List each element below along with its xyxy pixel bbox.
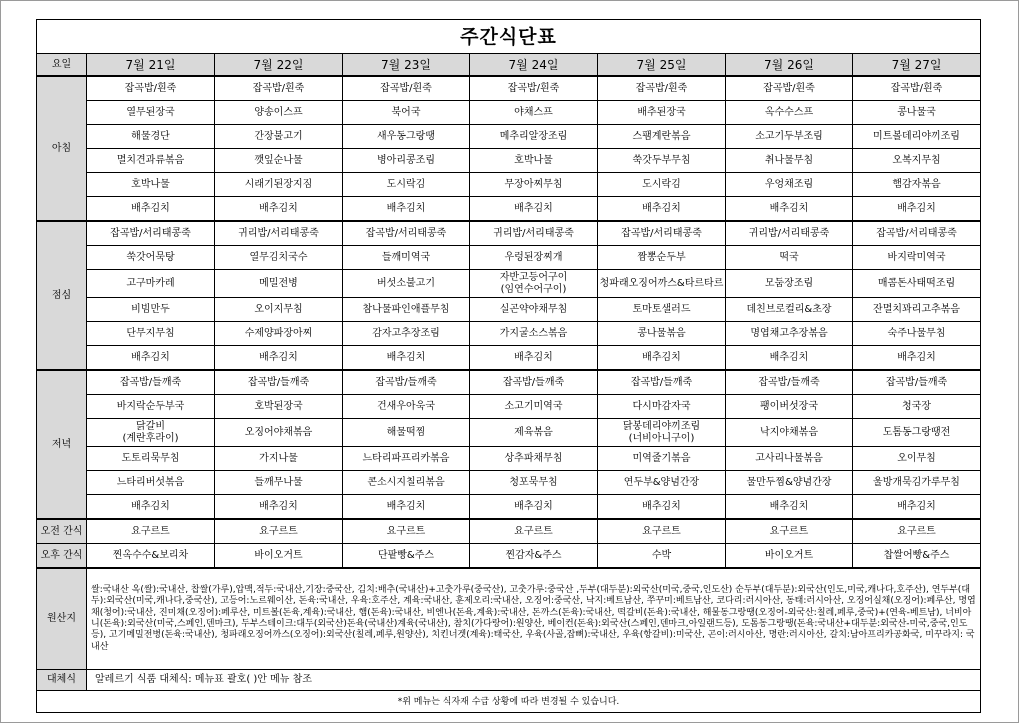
menu-item: 감자고추장조림 [343,322,470,346]
menu-item: 제육볶음 [470,419,598,447]
menu-item: 배추김치 [853,495,981,520]
snack-item: 요구르트 [87,519,215,544]
menu-item: 해물떡찜 [343,419,470,447]
lunch-row [37,270,981,298]
menu-item: 도시락김 [598,173,726,197]
menu-item: 실곤약야채무침 [470,298,598,322]
lunch-row [37,246,981,270]
menu-item: 소고기미역국 [470,395,598,419]
menu-item: 느타리파프리카볶음 [343,447,470,471]
menu-item: 오이무침 [853,447,981,471]
menu-item: 단무지무침 [87,322,215,346]
substitute-text: 알레르기 식품 대체식: 메뉴표 괄호( )안 메뉴 참조 [87,670,981,691]
menu-item: 참나물파인애플무침 [343,298,470,322]
menu-item: 잡곡밥/흰죽 [470,76,598,101]
menu-item: 닭갈비 (계란후라이) [87,419,215,447]
snack-item: 찹쌀어빵&주스 [853,544,981,569]
menu-item: 가지굴소스볶음 [470,322,598,346]
menu-item: 배추김치 [853,197,981,222]
menu-item: 취나물무침 [726,149,853,173]
dinner-row [37,419,981,447]
menu-item: 배추김치 [87,197,215,222]
menu-item: 메밀전병 [215,270,343,298]
menu-item: 자반고등어구이 (임연수어구이) [470,270,598,298]
menu-item: 바지락순두부국 [87,395,215,419]
menu-item: 잡곡밥/서리태콩죽 [853,221,981,246]
menu-item: 잡곡밥/들깨죽 [215,370,343,395]
menu-item: 멸치견과류볶음 [87,149,215,173]
menu-item: 배추김치 [853,346,981,371]
menu-item: 청파래오징어까스&타르타르 [598,270,726,298]
menu-item: 열무된장국 [87,101,215,125]
menu-item: 잡곡밥/들깨죽 [598,370,726,395]
menu-item: 소고기두부조림 [726,125,853,149]
menu-item: 울방개묵김가루무침 [853,471,981,495]
menu-item: 호박나물 [470,149,598,173]
dinner-row [37,395,981,419]
menu-item: 시래기된장지짐 [215,173,343,197]
menu-item: 낙지야채볶음 [726,419,853,447]
menu-item: 오복지무침 [853,149,981,173]
menu-item: 콘소시지칠리볶음 [343,471,470,495]
menu-item: 닭봉데리야끼조림 (너비아니구이) [598,419,726,447]
menu-item: 잡곡밥/들깨죽 [470,370,598,395]
menu-item: 잡곡밥/들깨죽 [853,370,981,395]
am_snack-label: 오전 간식 [37,519,87,544]
menu-item: 고구마카레 [87,270,215,298]
date-header: 7월 24일 [470,54,598,77]
menu-item: 콩나물볶음 [598,322,726,346]
menu-item: 도시락김 [343,173,470,197]
origin-label: 원산지 [37,568,87,670]
menu-item: 배추김치 [598,346,726,371]
menu-item: 느타리버섯볶음 [87,471,215,495]
menu-item: 쑥갓두부무침 [598,149,726,173]
snack-item: 요구르트 [726,519,853,544]
menu-item: 배추김치 [87,495,215,520]
menu-item: 모둠장조림 [726,270,853,298]
dinner-row [37,447,981,471]
menu-item: 배추김치 [726,197,853,222]
menu-item: 버섯소불고기 [343,270,470,298]
menu-item: 배추김치 [726,346,853,371]
menu-item: 잡곡밥/서리태콩죽 [343,221,470,246]
menu-item: 우엉채조림 [726,173,853,197]
day-label: 요일 [37,54,87,77]
pm_snack-row [37,544,981,569]
menu-item: 도톰동그랑땡전 [853,419,981,447]
menu-item: 연두부&양념간장 [598,471,726,495]
menu-item: 양송이스프 [215,101,343,125]
menu-item: 메추리알장조림 [470,125,598,149]
menu-item: 배추김치 [726,495,853,520]
lunch-row [37,346,981,371]
date-header: 7월 27일 [853,54,981,77]
menu-item: 배추김치 [215,495,343,520]
snack-item: 단팥빵&주스 [343,544,470,569]
menu-item: 명엽채고추장볶음 [726,322,853,346]
menu-item: 귀리밥/서리태콩죽 [726,221,853,246]
menu-item: 깻잎순나물 [215,149,343,173]
dinner-row [37,370,981,395]
menu-item: 청포묵무침 [470,471,598,495]
menu-item: 미트볼데리야끼조림 [853,125,981,149]
menu-item: 잔멸치꽈리고추볶음 [853,298,981,322]
menu-item: 배추김치 [343,346,470,371]
menu-item: 콩나물국 [853,101,981,125]
menu-item: 다시마감자국 [598,395,726,419]
menu-item: 무장아찌무침 [470,173,598,197]
menu-item: 건새우아욱국 [343,395,470,419]
menu-item: 수제양파장아찌 [215,322,343,346]
menu-item: 상추파채무침 [470,447,598,471]
dinner-row [37,471,981,495]
snack-item: 수박 [598,544,726,569]
menu-item: 잡곡밥/흰죽 [853,76,981,101]
menu-item: 잡곡밥/흰죽 [726,76,853,101]
substitute-label: 대체식 [37,670,87,691]
snack-item: 요구르트 [343,519,470,544]
dinner-label: 저녁 [37,370,87,519]
menu-item: 배추김치 [598,197,726,222]
lunch-row [37,221,981,246]
menu-item: 배추김치 [470,197,598,222]
menu-item: 쑥갓어묵탕 [87,246,215,270]
menu-item: 데친브로컬리&초장 [726,298,853,322]
menu-item: 배추김치 [470,346,598,371]
snack-item: 찐감자&주스 [470,544,598,569]
menu-item: 도토리묵무침 [87,447,215,471]
menu-item: 배추된장국 [598,101,726,125]
menu-item: 배추김치 [87,346,215,371]
breakfast-row [37,197,981,222]
menu-item: 고사리나물볶음 [726,447,853,471]
menu-item: 짬뽕순두부 [598,246,726,270]
menu-item: 병아리콩조림 [343,149,470,173]
menu-item: 귀리밥/서리태콩죽 [470,221,598,246]
snack-item: 바이오거트 [726,544,853,569]
menu-item: 가지나물 [215,447,343,471]
date-header: 7월 26일 [726,54,853,77]
snack-item: 요구르트 [470,519,598,544]
lunch-row [37,322,981,346]
breakfast-row [37,125,981,149]
breakfast-label: 아침 [37,76,87,221]
page-title: 주간식단표 [37,20,981,54]
snack-item: 요구르트 [853,519,981,544]
lunch-row [37,298,981,322]
footnote: *위 메뉴는 식자재 수급 상황에 따라 변경될 수 있습니다. [37,691,981,713]
menu-item: 잡곡밥/흰죽 [215,76,343,101]
menu-item: 야채스프 [470,101,598,125]
menu-item: 해물경단 [87,125,215,149]
menu-item: 햄감자볶음 [853,173,981,197]
snack-item: 요구르트 [598,519,726,544]
breakfast-row [37,76,981,101]
menu-item: 배추김치 [470,495,598,520]
snack-item: 찐옥수수&보리차 [87,544,215,569]
menu-item: 비빔만두 [87,298,215,322]
menu-item: 미역줄기볶음 [598,447,726,471]
origin-text: 쌀:국내산 옥(쌀):국내산, 찹쌀(가루),압맥,적두:국내산,기장:중국산, 김치:배추(국내산)+고춧가루(중국산), 고춧가루:중국산 ,두부(대두분):외국산(미국,중국,인도산) 순두부(대두분):외국산(인도,미국,캐나다,호주산), 연두부(대두):외국산(미국,캐나다,중국산), 고등어:노르웨이산, 돈육:국내산, 우육:호주산, 계육:국내산, 훈제오리:국내산, 오징어:중국산, 낙지:베트남산, 쭈꾸미:베트남산, 코다리:러시아산, 동태:러시아산, 오징어실채(오징어):페루산, 명엽채(청어):국내산, 진미채(오징어):페루산, 미트볼(돈육,계육):국내산, 햄(돈육):국내산, 비엔나(돈육,계육):국내산, 돈까스(돈육):국내산, 떡갈비(돈육):국내산, 해물동그랑땡(오징어-외국산:칠레,페루,중국)+(연육-베트남), 너비아니(돈육):외국산(미국,스페인,덴마크), 두부스테이크:대두(외국산)돈육(국내산)계육(국내산), 참치(가다랑어):원양산, 베이컨(돈육):외국산(스페인,덴마크,아일랜드등), 도톰동그랑땡(돈육:국내산+대두분:외국산-미국,중국,인도등), 고기메밀전병(돈육:국내산), 청파래오징어까스(오징어):외국산(칠레,페루,원양산), 치킨너겟(계육):태국산, 우육(사골,잡뼈):국내산, 우육(항갈비):미국산, 곤이:러시아산, 명란:러시아산, 갈치:남아프리카공화국, 미꾸라지: 국내산 [87,568,981,670]
menu-item: 간장불고기 [215,125,343,149]
menu-item: 들깨무나물 [215,471,343,495]
menu-item: 배추김치 [343,197,470,222]
menu-item: 호박된장국 [215,395,343,419]
menu-item: 청국장 [853,395,981,419]
menu-item: 토마토샐러드 [598,298,726,322]
menu-item: 귀리밥/서리태콩죽 [215,221,343,246]
menu-item: 잡곡밥/들깨죽 [343,370,470,395]
menu-item: 우렁된장찌개 [470,246,598,270]
menu-item: 바지락미역국 [853,246,981,270]
weekly-menu-table [36,19,981,713]
menu-item: 잡곡밥/서리태콩죽 [87,221,215,246]
menu-item: 들깨미역국 [343,246,470,270]
menu-item: 매콤돈사태떡조림 [853,270,981,298]
menu-item: 떡국 [726,246,853,270]
menu-item: 팽이버섯장국 [726,395,853,419]
menu-item: 잡곡밥/흰죽 [343,76,470,101]
menu-item: 북어국 [343,101,470,125]
pm_snack-label: 오후 간식 [37,544,87,569]
menu-item: 호박나물 [87,173,215,197]
menu-item: 잡곡밥/흰죽 [87,76,215,101]
am_snack-row [37,519,981,544]
menu-item: 배추김치 [343,495,470,520]
date-header: 7월 25일 [598,54,726,77]
breakfast-row [37,173,981,197]
snack-item: 바이오거트 [215,544,343,569]
date-header: 7월 22일 [215,54,343,77]
menu-item: 배추김치 [598,495,726,520]
menu-item: 옥수수스프 [726,101,853,125]
menu-item: 잡곡밥/서리태콩죽 [598,221,726,246]
menu-item: 물만두찜&양념간장 [726,471,853,495]
breakfast-row [37,101,981,125]
date-header: 7월 21일 [87,54,215,77]
menu-item: 잡곡밥/들깨죽 [87,370,215,395]
menu-item: 오징어야채볶음 [215,419,343,447]
menu-item: 잡곡밥/들깨죽 [726,370,853,395]
menu-item: 숙주나물무침 [853,322,981,346]
dinner-row [37,495,981,520]
menu-item: 오이지무침 [215,298,343,322]
menu-item: 새우동그랑땡 [343,125,470,149]
menu-item: 배추김치 [215,197,343,222]
snack-item: 요구르트 [215,519,343,544]
menu-item: 배추김치 [215,346,343,371]
menu-item: 잡곡밥/흰죽 [598,76,726,101]
date-header: 7월 23일 [343,54,470,77]
lunch-label: 점심 [37,221,87,370]
breakfast-row [37,149,981,173]
menu-item: 열무김치국수 [215,246,343,270]
menu-item: 스팸계란볶음 [598,125,726,149]
